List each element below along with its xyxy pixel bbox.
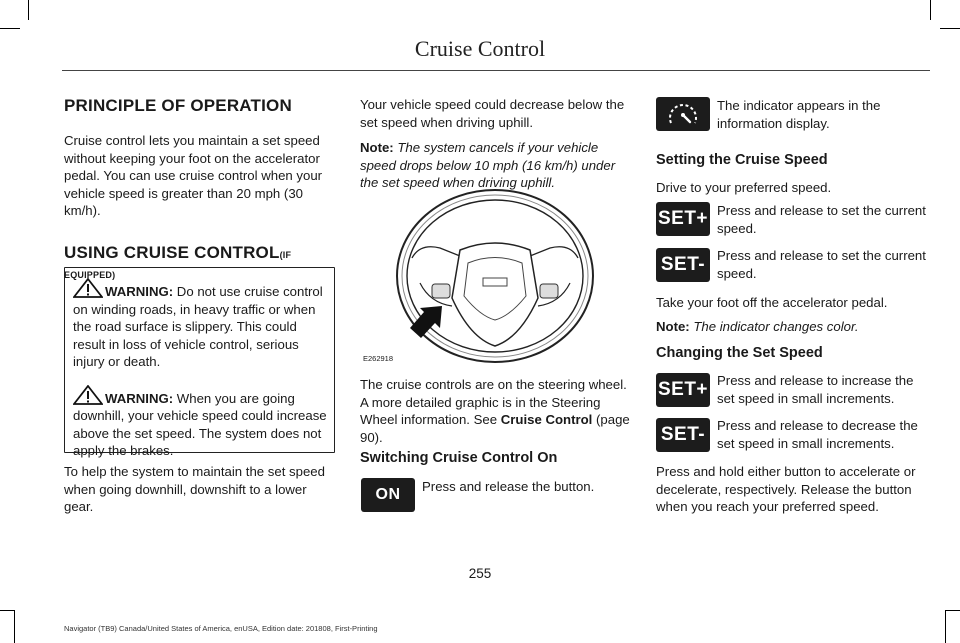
note-color bbox=[656, 318, 928, 336]
steering-wheel-illustration bbox=[360, 188, 630, 368]
heading-switching: Switching Cruise Control On bbox=[360, 450, 558, 466]
on-instruction: Press and release the button. bbox=[422, 479, 595, 494]
paragraph-uphill: Your vehicle speed could decrease below the set speed when driving uphill. bbox=[360, 97, 625, 130]
crop-mark bbox=[28, 0, 29, 20]
paragraph-foot: Take your foot off the accelerator pedal. bbox=[656, 295, 888, 310]
warning-2-label: WARNING: bbox=[105, 390, 174, 406]
set-minus-button-icon: SET- bbox=[656, 248, 710, 282]
note-text: The indicator changes color. bbox=[689, 319, 859, 334]
note-label: Note: bbox=[656, 319, 690, 334]
heading-changing: Changing the Set Speed bbox=[656, 345, 823, 361]
heading-using-suffix: (IF EQUIPPED) bbox=[64, 249, 292, 280]
decrease-instruction: Press and release to decrease the set speed in small increments. bbox=[717, 418, 918, 451]
warning-2 bbox=[73, 385, 328, 460]
warning-triangle-icon bbox=[73, 385, 103, 405]
warning-1 bbox=[73, 278, 328, 371]
warning-1-label: WARNING: bbox=[105, 284, 174, 299]
crop-mark bbox=[930, 0, 931, 20]
page-header-title: Cruise Control bbox=[414, 36, 546, 61]
warning-triangle-icon bbox=[73, 278, 103, 298]
heading-principle: PRINCIPLE OF OPERATION bbox=[64, 96, 292, 115]
set-minus-instruction: Press and release to set the current speed. bbox=[717, 248, 926, 281]
warning-1-text: Do not use cruise control on winding roads, in heavy traffic or when the road surface is slippery. This could result in loss of vehicle control, serious injury or death. bbox=[73, 284, 323, 369]
crop-mark bbox=[0, 28, 20, 29]
cruise-indicator-icon bbox=[656, 97, 710, 131]
indicator-text: The indicator appears in the information display. bbox=[717, 98, 881, 131]
paragraph-downhill: To help the system to maintain the set speed when going downhill, downshift to a lower gear. bbox=[64, 464, 325, 514]
column-left bbox=[64, 96, 336, 283]
paragraph-hold: Press and hold either button to accelerate or decelerate, respectively. Release the button when you reach your preferred speed. bbox=[656, 464, 916, 514]
note-text: The system cancels if your vehicle speed drops below 10 mph (16 km/h) under the set speed when driving uphill. bbox=[360, 140, 616, 190]
crop-mark bbox=[945, 610, 960, 611]
paragraph-controls bbox=[360, 376, 632, 446]
column-middle bbox=[360, 96, 630, 192]
set-plus-button-icon: SET+ bbox=[656, 373, 710, 407]
increase-instruction: Press and release to increase the set speed in small increments. bbox=[717, 373, 914, 406]
set-plus-instruction: Press and release to set the current speed. bbox=[717, 203, 926, 236]
crop-mark bbox=[945, 610, 946, 643]
note-uphill bbox=[360, 139, 630, 192]
heading-setting: Setting the Cruise Speed bbox=[656, 152, 828, 168]
crop-mark bbox=[14, 610, 15, 643]
crop-mark bbox=[0, 610, 14, 611]
set-plus-button-icon: SET+ bbox=[656, 202, 710, 236]
on-button-icon: ON bbox=[361, 478, 415, 512]
paragraph-principle: Cruise control lets you maintain a set speed without keeping your foot on the accelerator pedal. You can use cruise control when your vehicle speed is greater than 20 mph (30 km/h). bbox=[64, 133, 323, 218]
paragraph-drive: Drive to your preferred speed. bbox=[656, 180, 832, 195]
header-rule bbox=[62, 70, 930, 71]
page-number: 255 bbox=[468, 566, 492, 581]
heading-using-text: USING CRUISE CONTROL bbox=[64, 242, 280, 262]
warning-box bbox=[64, 267, 335, 458]
note-label: Note: bbox=[360, 140, 394, 155]
controls-text-a: The cruise controls are on the steering wheel. A more detailed graphic is in the Steering Wheel information. See bbox=[360, 377, 627, 427]
set-minus-button-icon: SET- bbox=[656, 418, 710, 452]
figure-id: E262918 bbox=[363, 354, 394, 363]
crop-mark bbox=[940, 28, 960, 29]
controls-text-b: (page 90). bbox=[360, 412, 630, 445]
warning-2-text: When you are going downhill, your vehicle speed could increase above the set speed. The system does not apply the brakes. bbox=[73, 390, 327, 458]
cruise-control-link[interactable]: Cruise Control bbox=[500, 412, 593, 427]
edition-info: Navigator (TB9) Canada/United States of America, enUSA, Edition date: 201808, First-Printing bbox=[64, 624, 378, 633]
